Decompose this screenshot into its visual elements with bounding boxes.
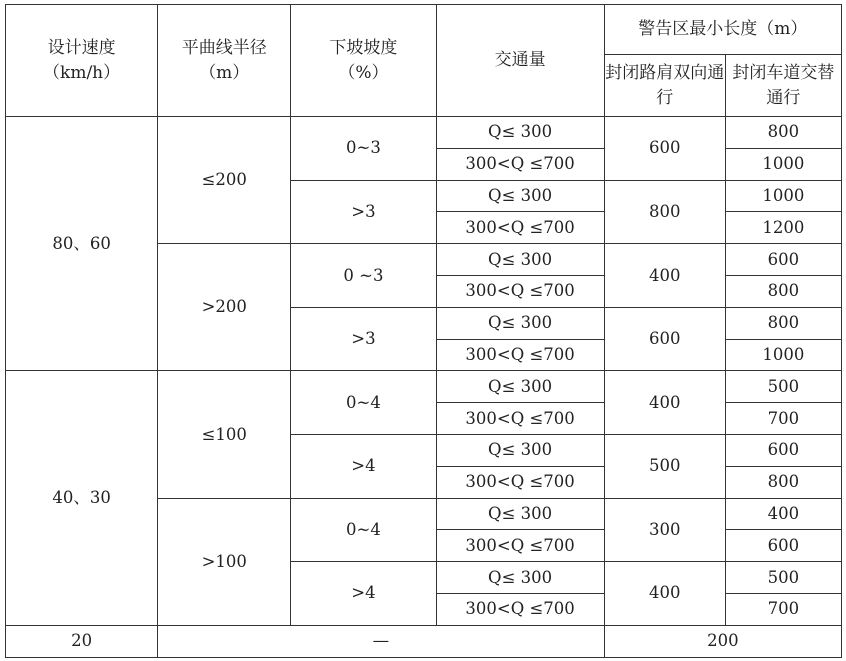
header-radius-unit: （m） (199, 62, 250, 83)
shoulder-length-cell: 600 (604, 307, 725, 371)
header-slope-label: 下坡坡度 (329, 37, 398, 58)
header-speed-unit: （km/h） (43, 62, 121, 83)
header-traffic: 交通量 (436, 5, 604, 117)
slope-cell: >3 (291, 180, 436, 244)
lane-length-cell: 400 (725, 498, 841, 530)
shoulder-length-cell: 500 (604, 434, 725, 498)
traffic-cell: Q≤ 300 (436, 434, 604, 466)
speed-cell: 80、60 (6, 117, 158, 371)
header-speed-label: 设计速度 (47, 37, 116, 58)
lane-length-cell: 600 (725, 530, 841, 562)
traffic-cell: 300<Q ≤700 (436, 403, 604, 435)
traffic-cell: 300<Q ≤700 (436, 275, 604, 307)
header-slope-unit: （%） (338, 62, 389, 83)
warning-length-cell: 200 (604, 625, 841, 657)
lane-length-cell: 800 (725, 466, 841, 498)
lane-length-cell: 500 (725, 562, 841, 594)
traffic-cell: Q≤ 300 (436, 562, 604, 594)
radius-cell: >200 (158, 244, 291, 371)
table-header (6, 5, 842, 117)
shoulder-length-cell: 600 (604, 117, 725, 181)
header-lane: 封闭车道交替通行 (725, 55, 841, 117)
lane-length-cell: 800 (725, 307, 841, 339)
slope-cell: >4 (291, 562, 436, 626)
lane-length-cell: 600 (725, 434, 841, 466)
slope-cell: 0~3 (291, 117, 436, 181)
shoulder-length-cell: 300 (604, 498, 725, 562)
table-row-last (6, 625, 842, 657)
slope-cell: 0~4 (291, 498, 436, 562)
dash-cell: — (158, 625, 605, 657)
speed-cell: 40、30 (6, 371, 158, 625)
lane-length-cell: 500 (725, 371, 841, 403)
lane-length-cell: 1000 (725, 339, 841, 371)
lane-length-cell: 1200 (725, 212, 841, 244)
lane-length-cell: 800 (725, 117, 841, 149)
traffic-cell: 300<Q ≤700 (436, 530, 604, 562)
table-body (6, 117, 842, 658)
traffic-cell: Q≤ 300 (436, 498, 604, 530)
traffic-cell: 300<Q ≤700 (436, 466, 604, 498)
header-radius-label: 平曲线半径 (181, 37, 267, 58)
traffic-cell: Q≤ 300 (436, 371, 604, 403)
shoulder-length-cell: 400 (604, 562, 725, 626)
lane-length-cell: 1000 (725, 180, 841, 212)
radius-cell: >100 (158, 498, 291, 625)
shoulder-length-cell: 400 (604, 244, 725, 308)
slope-cell: 0~4 (291, 371, 436, 435)
table-row (6, 117, 842, 149)
lane-length-cell: 1000 (725, 148, 841, 180)
shoulder-length-cell: 400 (604, 371, 725, 435)
lane-length-cell: 700 (725, 593, 841, 625)
traffic-cell: 300<Q ≤700 (436, 212, 604, 244)
slope-cell: >3 (291, 307, 436, 371)
radius-cell: ≤200 (158, 117, 291, 244)
shoulder-length-cell: 800 (604, 180, 725, 244)
header-radius (158, 5, 291, 117)
traffic-cell: Q≤ 300 (436, 117, 604, 149)
lane-length-cell: 800 (725, 275, 841, 307)
lane-length-cell: 600 (725, 244, 841, 276)
slope-cell: 0 ~3 (291, 244, 436, 308)
traffic-cell: Q≤ 300 (436, 307, 604, 339)
table-row (6, 371, 842, 403)
traffic-cell: Q≤ 300 (436, 244, 604, 276)
header-warning: 警告区最小长度（m） (604, 5, 841, 55)
header-slope (291, 5, 436, 117)
traffic-cell: Q≤ 300 (436, 180, 604, 212)
slope-cell: >4 (291, 434, 436, 498)
radius-cell: ≤100 (158, 371, 291, 498)
warning-zone-length-table (5, 4, 842, 658)
traffic-cell: 300<Q ≤700 (436, 339, 604, 371)
speed-cell: 20 (6, 625, 158, 657)
header-shoulder: 封闭路肩双向通行 (604, 55, 725, 117)
traffic-cell: 300<Q ≤700 (436, 148, 604, 180)
traffic-cell: 300<Q ≤700 (436, 593, 604, 625)
lane-length-cell: 700 (725, 403, 841, 435)
header-speed (6, 5, 158, 117)
